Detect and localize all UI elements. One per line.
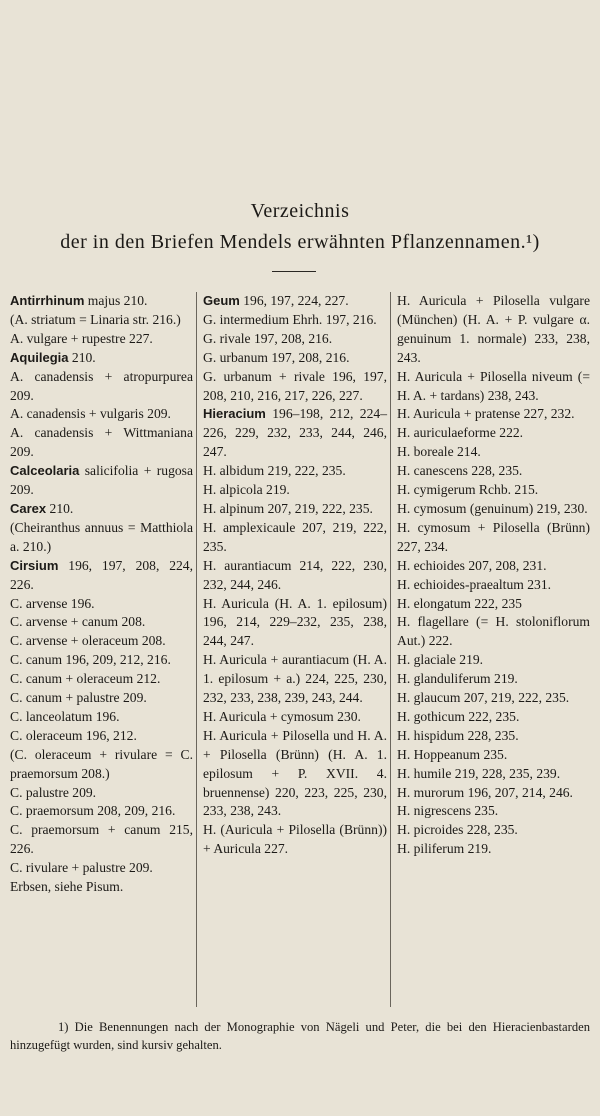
entry-text: G. urbanum 197, 208, 216. [203,349,350,365]
entry-text: H. Auricula (H. A. 1. epilosum) 196, 214, 229–232, 235, 238, 244, 247. [203,595,387,649]
index-entry [10,670,193,689]
entry-text: H. echioides-praealtum 231. [397,576,552,592]
entry-text: H. Auricula + aurantiacum (H. A. 1. epilosum + a.) 224, 225, 230, 232, 233, 238, 239, 243, 244. [203,652,387,706]
index-entry [10,746,193,784]
index-entry [397,689,590,708]
entry-text: H. amplexicaule 207, 219, 222, 235. [203,519,387,554]
entry-text: 210. [46,500,74,516]
entry-text: H. Auricula + Pilosella niveum (= H. A. + tardans) 238, 243. [397,368,590,403]
entry-text: H. canescens 228, 235. [397,463,523,479]
index-entry [10,651,193,670]
index-entry [203,368,387,406]
entry-text: C. oleraceum 196, 212. [10,727,137,743]
entry-text: salicifolia + rugosa 209. [10,463,193,498]
index-entry [203,292,387,311]
entry-text: C. canum + palustre 209. [10,690,147,706]
index-entry [10,311,193,330]
index-entry [10,878,193,897]
entry-text: H. gothicum 222, 235. [397,708,520,724]
index-entry [397,765,590,784]
index-entry [203,708,387,727]
entry-text: H. glanduliferum 219. [397,671,518,687]
index-entry [397,840,590,859]
title-divider [272,271,316,272]
index-entry [397,670,590,689]
entry-text: 210. [68,349,96,365]
page-title: Verzeichnis [250,200,350,222]
entry-text: C. arvense + canum 208. [10,614,146,630]
index-entry [10,330,193,349]
entry-text: H. hispidum 228, 235. [397,727,519,743]
index-entry [10,708,193,727]
entry-text: H. piliferum 219. [397,841,492,857]
entry-text: H. echioides 207, 208, 231. [397,557,547,573]
entry-text: H. boreale 214. [397,444,481,460]
entry-text: A. canadensis + atropurpurea 209. [10,368,193,403]
page-subtitle: der in den Briefen Mendels erwähnten Pflanzennamen.¹) [60,231,540,253]
entry-text: H. auriculaeforme 222. [397,425,524,441]
index-entry [203,727,387,822]
index-entry [397,368,590,406]
index-entry [397,784,590,803]
entry-text: H. nigrescens 235. [397,803,499,819]
footnote: 1) Die Benennungen nach der Monographie von Nägeli und Peter, die bei den Hieracienbastarden hinzugefügt wurden, sind kursiv gehalten. [10,1020,590,1052]
genus-name: Antirrhinum [10,293,85,308]
index-entry [10,500,193,519]
entry-text: H. cymigerum Rchb. 215. [397,482,539,498]
index-entry [397,424,590,443]
entry-text: C. arvense + oleraceum 208. [10,633,166,649]
index-entry [10,802,193,821]
index-entry [10,859,193,878]
index-entry [10,405,193,424]
index-entry [10,349,193,368]
index-entry [10,595,193,614]
index-entry [203,500,387,519]
entry-text: H. picroides 228, 235. [397,822,518,838]
entry-text: (Cheiranthus annuus = Matthiola a. 210.) [10,519,193,554]
entry-text: G. intermedium Ehrh. 197, 216. [203,311,377,327]
index-entry [10,821,193,859]
genus-name: Aquilegia [10,349,69,365]
entry-text: H. Auricula + Pilosella vulgare (München) (H. A. + P. vulgare α. genuinum 1. normale) 233, 238, 243. [397,293,590,365]
entry-text: H. Auricula + Pilosella und H. A. + Pilosella (Brünn) (H. A. 1. epilosum + P. XVII. 4. bruennense) 220, 223, 225, 230, 233, 238, 243. [203,727,387,819]
index-entry [203,330,387,349]
entry-text: 196, 197, 224, 227. [239,293,349,308]
entry-text: H. Auricula + cymosum 230. [203,708,361,724]
entry-text: H. glaucum 207, 219, 222, 235. [397,690,570,706]
index-entry [397,595,590,614]
entry-text: (A. striatum = Linaria str. 216.) [10,311,181,327]
entry-text: H. (Auricula + Pilosella (Brünn)) + Auricula 227. [203,822,387,857]
genus-name: Hieracium [203,406,266,422]
entry-text: majus 210. [84,293,148,308]
genus-name: Calceolaria [10,463,80,479]
index-entry [10,368,193,406]
index-entry [10,424,193,462]
entry-text: G. rivale 197, 208, 216. [203,330,333,346]
entry-text: A. canadensis + Wittmaniana 209. [10,425,193,460]
index-entry [10,784,193,803]
entry-text: H. Hoppeanum 235. [397,746,508,762]
genus-name: Cirsium [10,557,59,573]
index-entry [10,613,193,632]
index-entry [203,557,387,595]
entry-text: H. alpicola 219. [203,482,290,498]
index-entry [203,462,387,481]
index-entry [10,632,193,651]
index-column-3 [397,292,590,859]
index-entry [397,481,590,500]
index-entry [203,481,387,500]
index-entry [10,292,193,311]
column-divider [196,292,197,1007]
index-entry [10,557,193,595]
entry-text: 196, 197, 208, 224, 226. [10,557,193,592]
entry-text: Erbsen, siehe Pisum. [10,879,124,895]
index-entry [203,821,387,859]
index-entry [203,311,387,330]
index-column-2 [203,292,387,859]
entry-text: C. canum 196, 209, 212, 216. [10,652,171,668]
entry-text: C. rivulare + palustre 209. [10,860,153,876]
index-entry [397,802,590,821]
entry-text: C. canum + oleraceum 212. [10,671,161,687]
entry-text: H. albidum 219, 222, 235. [203,463,346,479]
entry-text: H. alpinum 207, 219, 222, 235. [203,500,373,516]
index-entry [397,651,590,670]
index-entry [397,443,590,462]
index-entry [397,708,590,727]
index-entry [10,727,193,746]
index-entry [203,405,387,462]
index-entry [203,595,387,652]
entry-text: A. vulgare + rupestre 227. [10,330,153,346]
entry-text: H. murorum 196, 207, 214, 246. [397,784,573,800]
index-entry [203,349,387,368]
index-entry [397,405,590,424]
index-entry [397,613,590,651]
entry-text: (C. oleraceum + rivulare = C. praemorsum 208.) [10,746,193,781]
entry-text: H. glaciale 219. [397,652,484,668]
index-entry [203,651,387,708]
index-entry [397,727,590,746]
index-entry [397,519,590,557]
entry-text: H. elongatum 222, 235 [397,595,522,611]
column-divider [390,292,391,1007]
index-entry [397,500,590,519]
entry-text: C. lanceolatum 196. [10,708,120,724]
entry-text: H. flagellare (= H. stoloniflorum Aut.) 222. [397,614,590,649]
index-entry [397,292,590,368]
entry-text: H. aurantiacum 214, 222, 230, 232, 244, 246. [203,557,387,592]
entry-text: H. humile 219, 228, 235, 239. [397,765,561,781]
entry-text: C. palustre 209. [10,784,97,800]
entry-text: H. Auricula + pratense 227, 232. [397,406,575,422]
index-entry [10,462,193,500]
index-column-1 [10,292,193,897]
entry-text: H. cymosum (genuinum) 219, 230. [397,500,588,516]
genus-name: Carex [10,500,47,516]
index-entry [397,576,590,595]
index-entry [10,519,193,557]
entry-text: A. canadensis + vulgaris 209. [10,406,171,422]
index-entry [397,557,590,576]
entry-text: 196–198, 212, 224–226, 229, 232, 233, 244, 246, 247. [203,406,387,460]
entry-text: C. praemorsum 208, 209, 216. [10,803,176,819]
entry-text: C. arvense 196. [10,595,95,611]
entry-text: G. urbanum + rivale 196, 197, 208, 210, 216, 217, 226, 227. [203,368,387,403]
genus-name: Geum [203,293,240,308]
entry-text: C. praemorsum + canum 215, 226. [10,822,193,857]
index-entry [203,519,387,557]
index-entry [397,746,590,765]
entry-text: H. cymosum + Pilosella (Brünn) 227, 234. [397,519,590,554]
index-entry [397,821,590,840]
index-entry [397,462,590,481]
index-entry [10,689,193,708]
